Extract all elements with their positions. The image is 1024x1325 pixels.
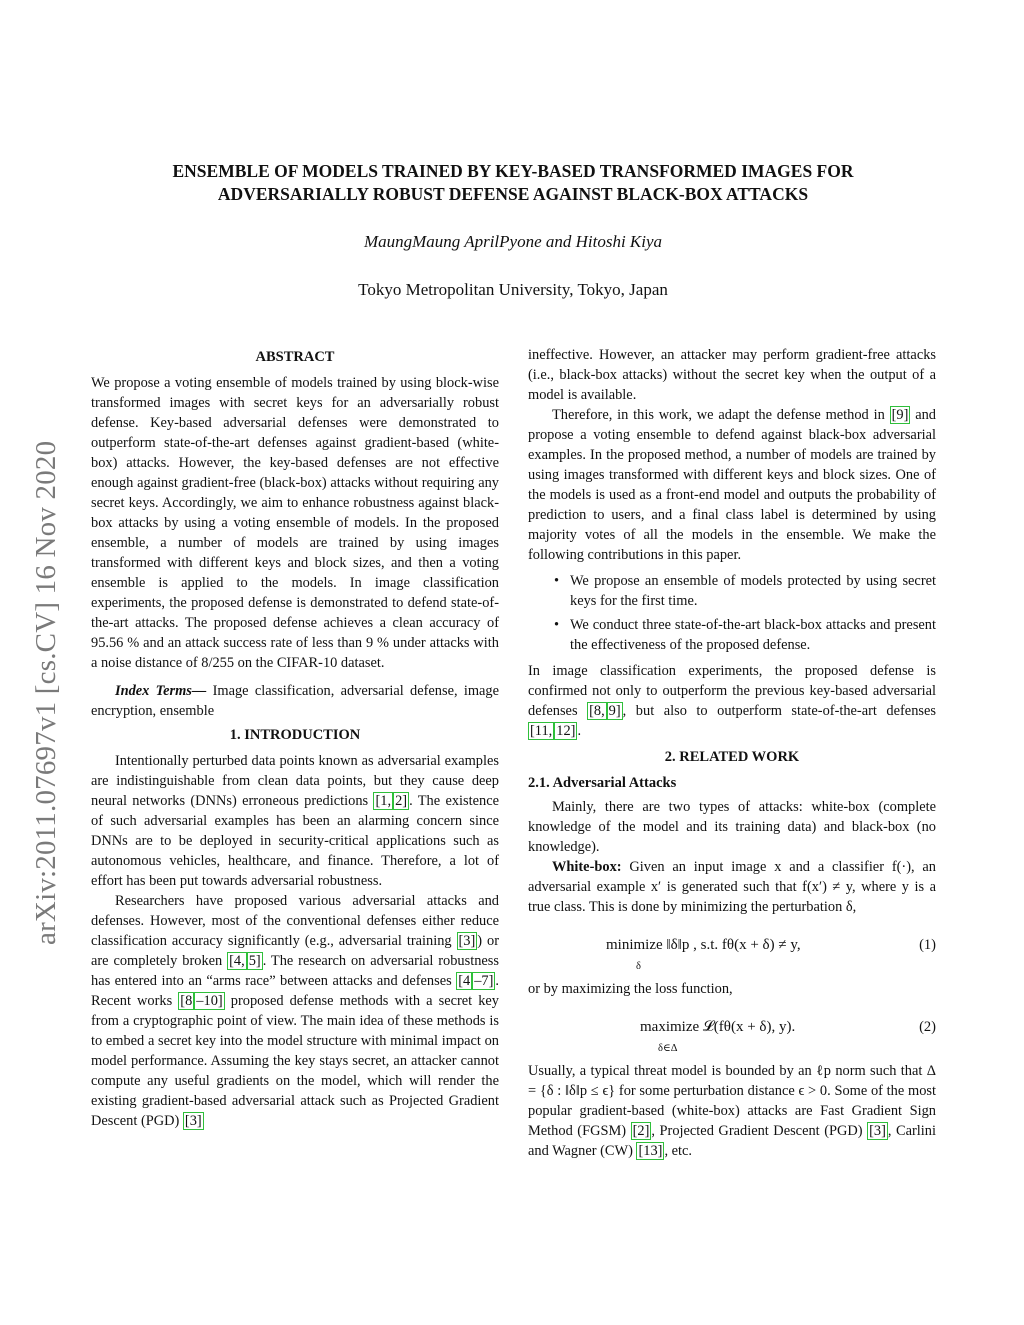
affiliation: Tokyo Metropolitan University, Tokyo, Japan [358, 280, 668, 299]
equation-1-expression: minimize ‖δ‖p , s.t. fθ(x + δ) ≠ y, [606, 937, 801, 953]
right-paragraph-6: Usually, a typical threat model is bounded by an ℓp norm such that Δ = {δ : ‖δ‖p ≤ ϵ} for some perturbation distance ϵ > 0. Some of the most popular gradient-based (white-box) attacks are Fast Gradient Sign Method (FGSM) [2] , Projected Gradient Descent (PGD) [3] , Carlini and Wagner (CW) [13] , etc. [528, 1063, 936, 1159]
adversarial-attacks-heading: 2.1. Adversarial Attacks [528, 775, 677, 791]
intro-paragraph-2: Researchers have proposed various adversarial attacks and defenses. However, most of the conventional defenses either reduce classification accuracy significantly (e.g., adversarial training [3] ) or are completely broken [4, 5] . The research on adversarial robustness has entered into an “arms race” between attacks and defenses [4 –7] . Recent works [8 –10] proposed defense methods with a secret key from a cryptographic point of view. The main idea of these methods is to embed a secret key into the model structure with minimal impact on model performance. Assuming the key stays secret, an attacker cannot compute any useful gradients on the model, which will render the existing gradient-based adversarial attack such as Projected Gradient Descent (PGD) [3] [91, 893, 500, 1129]
title-line-1: ENSEMBLE OF MODELS TRAINED BY KEY-BASED TRANSFORMED IMAGES FOR [172, 161, 854, 181]
citation-link[interactable]: [11, [530, 723, 553, 739]
citation-link[interactable]: –7] [474, 973, 494, 989]
citation-link[interactable]: [3] [458, 933, 476, 949]
right-paragraph-5: or by maximizing the loss function, [528, 981, 733, 997]
citation-link[interactable]: 5] [248, 953, 261, 969]
index-terms-text: Image classification, adversarial defense, image encryption, ensemble [91, 683, 500, 719]
list-item: • We conduct three state-of-the-art black-box attacks and present the effectiveness of the proposed defense. [554, 615, 936, 655]
index-terms-label: Index Terms— [115, 683, 207, 699]
equation-1-number: (1) [919, 937, 936, 953]
citation-link[interactable]: –10] [196, 993, 223, 1009]
citation-link[interactable]: [8, [589, 703, 605, 719]
equation-2-subscript: δ∈Δ [658, 1043, 678, 1054]
citation-link[interactable]: [3] [184, 1113, 202, 1129]
citation-link[interactable]: [8 [180, 993, 193, 1009]
citation-link[interactable]: [13] [638, 1143, 663, 1159]
list-item: • We propose an ensemble of models protected by using secret keys for the first time. [554, 571, 936, 611]
right-column [528, 345, 936, 1161]
right-paragraph-3: In image classification experiments, the proposed defense is confirmed not only to outperform the previous key-based adversarial defenses [8, 9] , but also to outperform state-of-the-art defenses [11, 12] . [528, 663, 936, 739]
equation-2-expression: maximize 𝓛(fθ(x + δ), y). [640, 1019, 796, 1035]
citation-link[interactable]: 9] [608, 703, 621, 719]
citation-link[interactable]: [4, [229, 953, 245, 969]
equation-2-number: (2) [919, 1019, 936, 1035]
paper-title [80, 160, 946, 206]
abstract-text: We propose a voting ensemble of models trained by using block-wise transformed images with secret keys for an adversarially robust defense. Key-based adversarial defenses were demonstrated to outperform state-of-the-art defenses against gradient-based (white-box) attacks. However, the key-based defenses are not effective enough against gradient-free (black-box) attacks without requiring any secret keys. Accordingly, we aim to enhance robustness against black-box attacks by using a voting ensemble of models. In the proposed ensemble, a number of models are trained by using images transformed with different keys and block sizes, and then a voting ensemble is applied to the models. In image classification experiments, the proposed defense is demonstrated to defend state-of-the-art attacks. The proposed defense achieves a clean accuracy of 95.56 % and an attack success rate of less than 9 % under attacks with a noise distance of 8/255 on the CIFAR-10 dataset. [91, 375, 499, 671]
citation-link[interactable]: [1, [375, 793, 392, 809]
arxiv-identifier: arXiv:2011.07697v1 [cs.CV] 16 Nov 2020 [30, 440, 62, 945]
abstract-heading: ABSTRACT [255, 349, 335, 365]
citation-link[interactable]: [3] [869, 1123, 886, 1139]
right-paragraph-2: Therefore, in this work, we adapt the defense method in [9] and propose a voting ensemble to defend against black-box adversarial examples. In the proposed method, a number of models are trained by using images transformed with different keys and block sizes. One of the models is used as a front-end model and outputs the probability of prediction to users, and a final class label is determined by using majority votes of all the models in the ensemble. We make the following contributions in this paper. [528, 407, 936, 563]
related-work-heading: 2. RELATED WORK [664, 749, 800, 765]
white-box-label: White-box: [552, 859, 622, 875]
title-line-2: ADVERSARIALLY ROBUST DEFENSE AGAINST BLACK-BOX ATTACKS [217, 184, 809, 204]
left-column [91, 345, 499, 1131]
intro-paragraph-1: Intentionally perturbed data points known as adversarial examples are indistinguishable from clean data points, but they cause deep neural networks (DNNs) erroneous predictions [1, 2] . The existence of such adversarial examples has been an alarming concern since DNNs are to be deployed in security-critical applications such as autonomous vehicles, healthcare, and finance. Therefore, a lot of effort has been put towards adversarial robustness. [91, 753, 499, 889]
index-terms [91, 681, 499, 721]
citation-link[interactable]: 2] [395, 793, 408, 809]
authors: MaungMaung AprilPyone and Hitoshi Kiya [363, 232, 663, 251]
citation-link[interactable]: 12] [556, 723, 576, 739]
white-box-paragraph: White-box: Given an input image x and a classifier f(·), an adversarial example x′ is generated such that f(x′) ≠ y, where y is a true class. This is done by minimizing the perturbation δ, [528, 859, 936, 915]
citation-link[interactable]: [9] [891, 407, 909, 423]
citation-link[interactable]: [2] [632, 1123, 650, 1139]
equation-1-subscript: δ [636, 961, 641, 972]
citation-link[interactable]: [4 [458, 973, 471, 989]
right-paragraph-4: Mainly, there are two types of attacks: white-box (complete knowledge of the model and its training data) and black-box (no knowledge). [528, 799, 936, 855]
right-paragraph-1: ineffective. However, an attacker may perform gradient-free attacks (i.e., black-box attacks) without the secret key when the output of a model is available. [528, 347, 936, 403]
equation-2 [528, 1009, 936, 1053]
equation-1 [528, 927, 936, 971]
contributions-list [554, 571, 936, 655]
introduction-heading: 1. INTRODUCTION [229, 727, 361, 743]
